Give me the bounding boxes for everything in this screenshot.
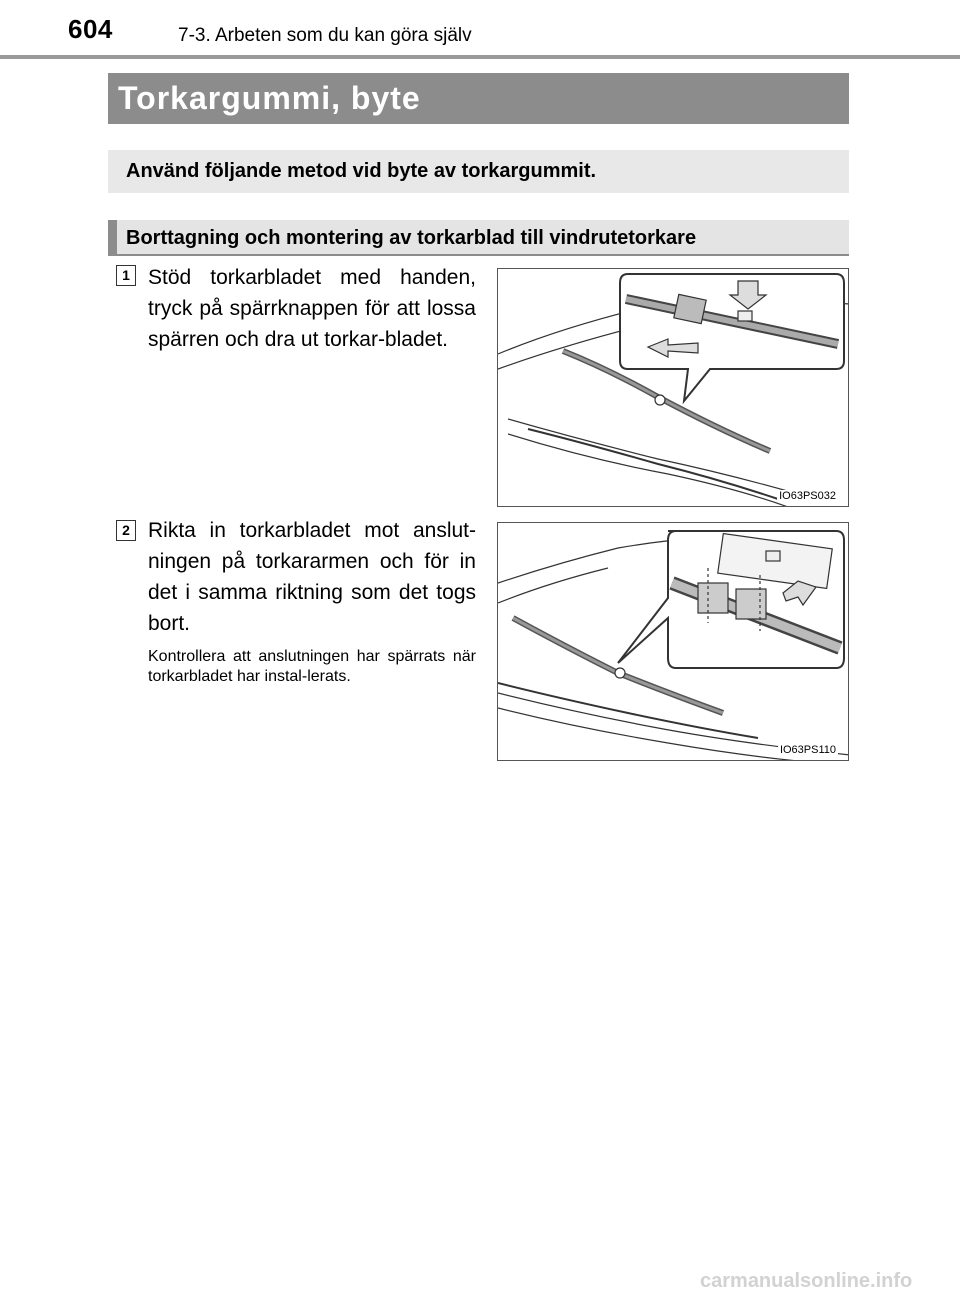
subsection-title: Borttagning och montering av torkarblad till vindrutetorkare: [108, 220, 849, 256]
step-text-2: Rikta in torkarbladet mot anslut-ningen på torkararmen och för in det i samma riktning som det togs bort.: [148, 519, 476, 635]
figure-2: [497, 522, 849, 761]
header-rule: [0, 55, 960, 59]
section-title: Torkargummi, byte: [108, 73, 849, 124]
intro-box: Använd följande metod vid byte av torkargummit.: [108, 150, 849, 193]
page-number: 604: [68, 14, 113, 44]
step-note-2: Kontrollera att anslutningen har spärrats när torkarbladet har instal-lerats.: [148, 648, 476, 685]
wiper-install-illustration: [498, 523, 849, 761]
step-number-2: 2: [116, 520, 136, 541]
figure-code: IO63PS110: [779, 744, 836, 756]
figure-code: IO63PS032: [779, 490, 836, 502]
watermark: carmanualsonline.info: [700, 1270, 913, 1292]
step-number-1: 1: [116, 265, 136, 286]
figure-1: [497, 268, 849, 507]
running-head: 7-3. Arbeten som du kan göra själv: [178, 25, 472, 46]
step-text-1: Stöd torkarbladet med handen, tryck på spärrknappen för att lossa spärren och dra ut torkar-bladet.: [148, 266, 476, 351]
wiper-removal-illustration: [498, 269, 849, 507]
